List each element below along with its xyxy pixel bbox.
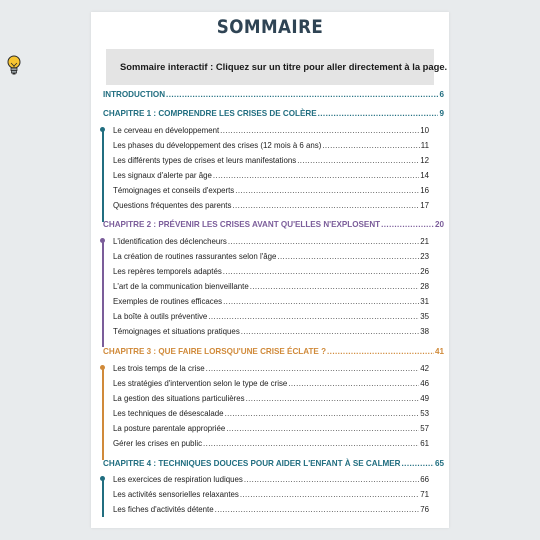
toc-label: CHAPITRE 3 : QUE FAIRE LORSQU'UNE CRISE ÉCLATE ?	[103, 347, 327, 356]
toc-label: CHAPITRE 4 : TECHNIQUES DOUCES POUR AIDER L'ENFANT À SE CALMER	[103, 459, 401, 468]
toc-entry[interactable]	[113, 424, 429, 433]
toc-entry-page: 49	[420, 394, 429, 403]
toc-page	[91, 12, 449, 528]
toc-entry-label: Les exercices de respiration ludiques	[113, 475, 243, 484]
toc-entry[interactable]	[113, 267, 429, 276]
toc-entry-label: Les fiches d'activités détente	[113, 505, 214, 514]
toc-entry-page: 16	[420, 186, 429, 195]
toc-entry[interactable]	[113, 490, 429, 499]
toc-entry-label: La boîte à outils préventive	[113, 312, 208, 321]
toc-link-chapter-3[interactable]	[103, 347, 444, 356]
toc-entry[interactable]	[113, 141, 429, 150]
toc-entry[interactable]	[113, 394, 429, 403]
toc-page-number: 41	[434, 347, 444, 356]
toc-entry-label: Les techniques de désescalade	[113, 409, 224, 418]
toc-entry[interactable]	[113, 237, 429, 246]
toc-entry[interactable]	[113, 312, 429, 321]
toc-entry[interactable]	[113, 252, 429, 261]
toc-entry[interactable]	[113, 364, 429, 373]
toc-entry-label: La gestion des situations particulières	[113, 394, 245, 403]
toc-entry[interactable]	[113, 186, 429, 195]
toc-entry-page: 38	[420, 327, 429, 336]
section-line	[102, 479, 104, 517]
info-banner-text: Sommaire interactif : Cliquez sur un titre pour aller directement à la page.	[120, 61, 448, 72]
toc-label: INTRODUCTION	[103, 90, 166, 99]
toc-entry-page: 61	[420, 439, 429, 448]
toc-entry-page: 23	[420, 252, 429, 261]
toc-entry[interactable]	[113, 409, 429, 418]
section-line	[102, 241, 104, 347]
toc-entry[interactable]	[113, 126, 429, 135]
toc-page-number: 20	[434, 220, 444, 229]
toc-page-number: 9	[439, 109, 444, 118]
toc-entry-page: 53	[420, 409, 429, 418]
toc-page-number: 6	[439, 90, 444, 99]
toc-entry-page: 42	[420, 364, 429, 373]
toc-entry[interactable]	[113, 171, 429, 180]
toc-link-chapter-2[interactable]	[103, 220, 444, 229]
toc-entry-label: La posture parentale appropriée	[113, 424, 226, 433]
toc-entry-label: La création de routines rassurantes selon l'âge	[113, 252, 277, 261]
toc-entry-page: 26	[420, 267, 429, 276]
toc-entry-label: Les activités sensorielles relaxantes	[113, 490, 239, 499]
toc-entry-page: 71	[420, 490, 429, 499]
toc-entry-label: Les signaux d'alerte par âge	[113, 171, 212, 180]
toc-entry-label: L'art de la communication bienveillante	[113, 282, 249, 291]
toc-entry-page: 14	[420, 171, 429, 180]
toc-entry-page: 12	[420, 156, 429, 165]
toc-entry-page: 21	[420, 237, 429, 246]
toc-entry-label: Témoignages et conseils d'experts	[113, 186, 235, 195]
toc-entry-label: Questions fréquentes des parents	[113, 201, 232, 210]
toc-entry-page: 46	[420, 379, 429, 388]
toc-entry[interactable]	[113, 201, 429, 210]
toc-label: CHAPITRE 2 : PRÉVENIR LES CRISES AVANT QU'ELLES N'EXPLOSENT	[103, 220, 381, 229]
toc-entry[interactable]	[113, 379, 429, 388]
page-title: SOMMAIRE	[216, 16, 324, 38]
toc-link-chapter-1[interactable]	[103, 109, 444, 118]
lightbulb-icon	[6, 55, 22, 77]
toc-entry-page: 11	[420, 141, 429, 150]
toc-entry[interactable]	[113, 439, 429, 448]
info-banner	[106, 49, 448, 85]
toc-entry-page: 17	[420, 201, 429, 210]
toc-entry[interactable]	[113, 505, 429, 514]
toc-entry[interactable]	[113, 282, 429, 291]
toc-entry-label: Les stratégies d'intervention selon le type de crise	[113, 379, 288, 388]
toc-link-chapter-4[interactable]	[103, 459, 444, 468]
section-line	[102, 130, 104, 222]
toc-link-introduction[interactable]	[103, 90, 444, 99]
toc-entry-page: 35	[420, 312, 429, 321]
toc-entry[interactable]	[113, 475, 429, 484]
toc-entry-page: 76	[420, 505, 429, 514]
toc-entry-label: Gérer les crises en public	[113, 439, 203, 448]
toc-entry-page: 66	[420, 475, 429, 484]
toc-entry-label: Témoignages et situations pratiques	[113, 327, 240, 336]
toc-entry-page: 57	[420, 424, 429, 433]
toc-entry-label: Les différents types de crises et leurs manifestations	[113, 156, 297, 165]
toc-entry-page: 28	[420, 282, 429, 291]
toc-entry-page: 10	[420, 126, 429, 135]
toc-entry-label: Les trois temps de la crise	[113, 364, 205, 373]
toc-entry-label: L'identification des déclencheurs	[113, 237, 227, 246]
toc-entry-label: Exemples de routines efficaces	[113, 297, 223, 306]
toc-entry[interactable]	[113, 156, 429, 165]
toc-entry[interactable]	[113, 297, 429, 306]
toc-entry[interactable]	[113, 327, 429, 336]
section-line	[102, 368, 104, 460]
toc-entry-label: Les repères temporels adaptés	[113, 267, 222, 276]
toc-page-number: 65	[434, 459, 444, 468]
toc-entry-page: 31	[420, 297, 429, 306]
toc-entry-label: Le cerveau en développement	[113, 126, 220, 135]
toc-label: CHAPITRE 1 : COMPRENDRE LES CRISES DE COLÈRE	[103, 109, 317, 118]
toc-entry-label: Les phases du développement des crises (12 mois à 6 ans)	[113, 141, 322, 150]
